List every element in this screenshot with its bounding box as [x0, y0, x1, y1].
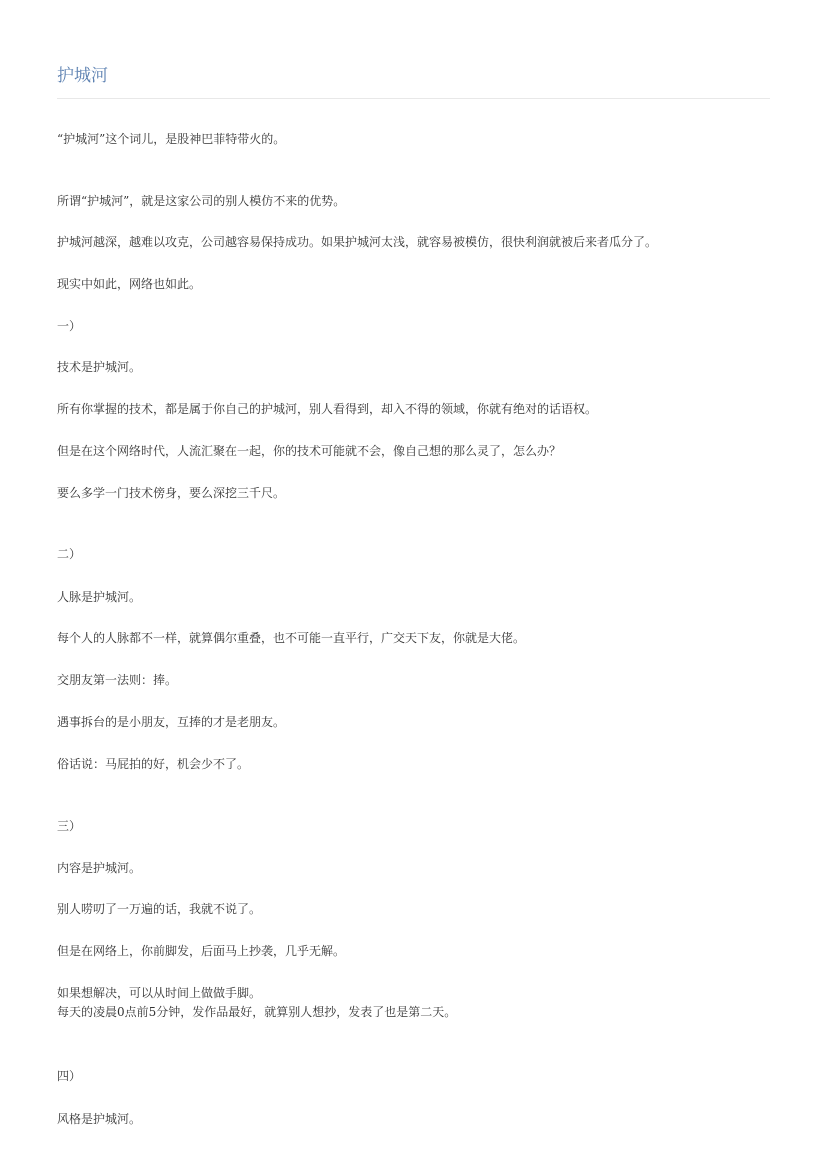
paragraph: 俗话说：马屁拍的好，机会少不了。 [57, 757, 250, 771]
section-marker: 一） [57, 319, 82, 333]
title-divider [57, 98, 770, 99]
paragraph: 要么多学一门技术傍身，要么深挖三千尺。 [57, 486, 286, 500]
document-title: 护城河 [57, 66, 108, 86]
paragraph: 现实中如此，网络也如此。 [57, 277, 202, 291]
paragraph: 所谓“护城河”，就是这家公司的别人模仿不来的优势。 [57, 194, 346, 208]
section-heading: 人脉是护城河。 [57, 590, 142, 604]
paragraph: 别人唠叨了一万遍的话，我就不说了。 [57, 902, 262, 916]
paragraph: “护城河”这个词儿，是股神巴菲特带火的。 [57, 132, 286, 146]
paragraph: 但是在这个网络时代，人流汇聚在一起，你的技术可能就不会，像自己想的那么灵了，怎么办？ [57, 444, 562, 458]
section-marker: 四） [57, 1069, 82, 1083]
paragraph: 遇事拆台的是小朋友，互捧的才是老朋友。 [57, 715, 286, 729]
section-heading: 内容是护城河。 [57, 861, 142, 875]
section-marker: 三） [57, 819, 82, 833]
paragraph: 如果想解决，可以从时间上做做手脚。 [57, 986, 262, 1000]
section-marker: 二） [57, 547, 82, 561]
paragraph: 每个人的人脉都不一样，就算偶尔重叠，也不可能一直平行，广交天下友，你就是大佬。 [57, 631, 526, 645]
paragraph: 交朋友第一法则：捧。 [57, 673, 178, 687]
paragraph: 每天的凌晨0点前5分钟，发作品最好，就算别人想抄，发表了也是第二天。 [57, 1005, 457, 1019]
paragraph: 所有你掌握的技术，都是属于你自己的护城河，别人看得到，却入不得的领域，你就有绝对的话语权。 [57, 402, 598, 416]
section-heading: 风格是护城河。 [57, 1112, 142, 1126]
section-heading: 技术是护城河。 [57, 360, 142, 374]
paragraph: 护城河越深，越难以攻克，公司越容易保持成功。如果护城河太浅，就容易被模仿，很快利润就被后来者瓜分了。 [57, 235, 658, 249]
paragraph: 但是在网络上，你前脚发，后面马上抄袭，几乎无解。 [57, 944, 346, 958]
